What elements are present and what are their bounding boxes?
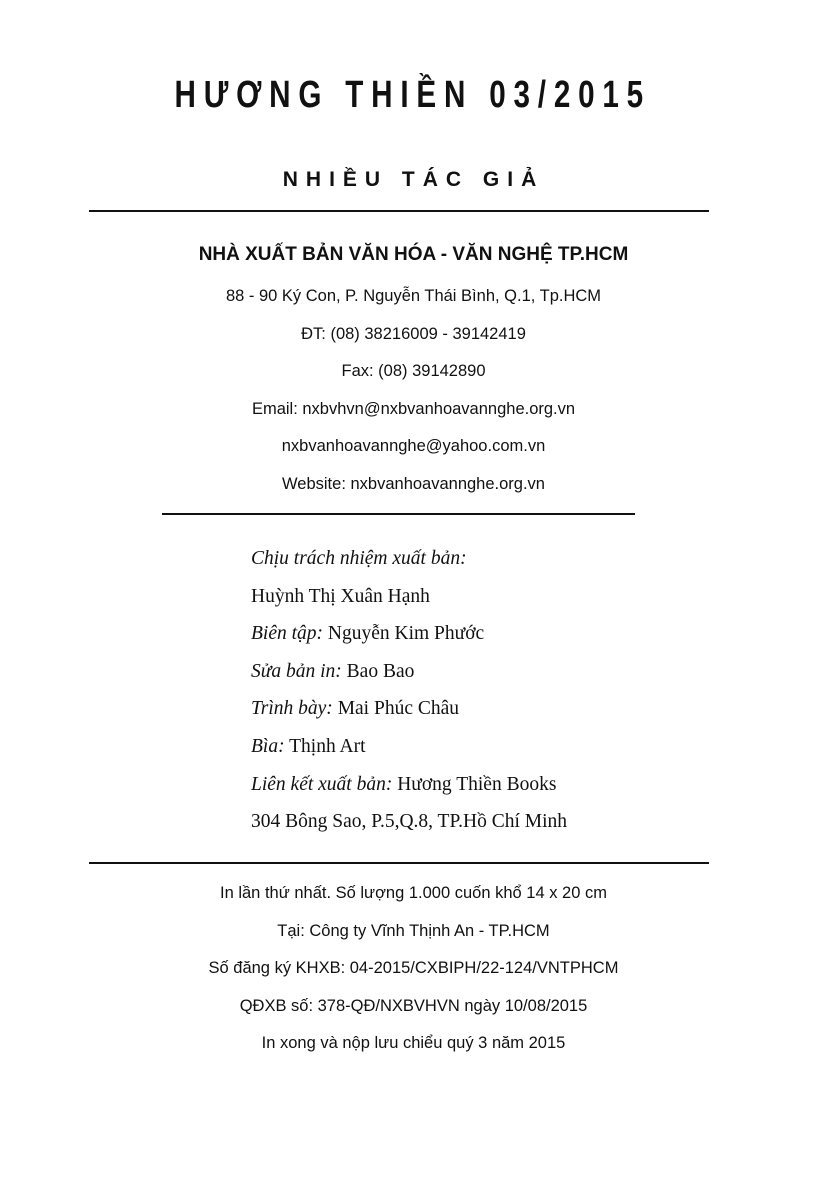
publisher-website: Website: nxbvanhoavannghe.org.vn — [282, 474, 545, 493]
print-deposit: In xong và nộp lưu chiểu quý 3 năm 2015 — [261, 1034, 566, 1052]
editor-label: Biên tập: — [251, 623, 324, 645]
credits-block — [251, 540, 771, 841]
credit-layout — [251, 690, 771, 728]
layout-label: Trình bày: — [251, 698, 333, 720]
print-edition: In lần thứ nhất. Số lượng 1.000 cuốn khổ 14 x 20 cm — [220, 884, 607, 902]
publisher-address: 88 - 90 Ký Con, P. Nguyễn Thái Bình, Q.1, Tp.HCM — [225, 287, 602, 305]
divider-middle — [162, 513, 635, 515]
publisher-fax: Fax: (08) 39142890 — [341, 362, 486, 380]
proofreader-label: Sửa bản in: — [251, 660, 342, 682]
partner-label: Liên kết xuất bản: — [251, 773, 393, 795]
proofreader-name: Bao Bao — [346, 660, 415, 682]
print-printer: Tại: Công ty Vĩnh Thịnh An - TP.HCM — [277, 921, 550, 940]
partner-name: Hương Thiền Books — [397, 773, 557, 795]
responsible-label: Chịu trách nhiệm xuất bản: — [251, 548, 467, 569]
editor-name: Nguyễn Kim Phước — [327, 623, 485, 645]
credit-responsible-label — [251, 540, 771, 578]
publisher-info — [0, 240, 827, 503]
credit-partner-address — [251, 803, 771, 841]
divider-bottom — [89, 862, 709, 864]
credit-responsible-name — [251, 578, 771, 616]
print-decision: QĐXB số: 378-QĐ/NXBVHVN ngày 10/08/2015 — [239, 996, 588, 1015]
publisher-name: NHÀ XUẤT BẢN VĂN HÓA - VĂN NGHỆ TP.HCM — [198, 244, 629, 265]
partner-address: 304 Bông Sao, P.5,Q.8, TP.Hồ Chí Minh — [251, 811, 568, 833]
publisher-email-2: nxbvanhoavannghe@yahoo.com.vn — [281, 437, 546, 455]
publisher-email: Email: nxbvhvn@nxbvanhoavannghe.org.vn — [251, 399, 576, 418]
cover-name: Thịnh Art — [289, 735, 366, 757]
credit-editor — [251, 615, 771, 653]
divider-top — [89, 210, 709, 212]
credit-partner — [251, 766, 771, 804]
credit-proofreader — [251, 653, 771, 691]
publisher-phone: ĐT: (08) 38216009 - 39142419 — [301, 324, 526, 343]
credit-cover — [251, 728, 771, 766]
authors-line: NHIỀU TÁC GIẢ — [282, 168, 545, 191]
printing-info — [0, 875, 827, 1063]
print-registration: Số đăng ký KHXB: 04-2015/CXBIPH/22-124/VNTPHCM — [208, 959, 619, 977]
layout-name: Mai Phúc Châu — [337, 698, 460, 720]
responsible-name: Huỳnh Thị Xuân Hạnh — [251, 585, 430, 607]
book-title: HƯƠNG THIỀN 03/2015 — [174, 74, 651, 116]
cover-label: Bìa: — [251, 735, 285, 757]
